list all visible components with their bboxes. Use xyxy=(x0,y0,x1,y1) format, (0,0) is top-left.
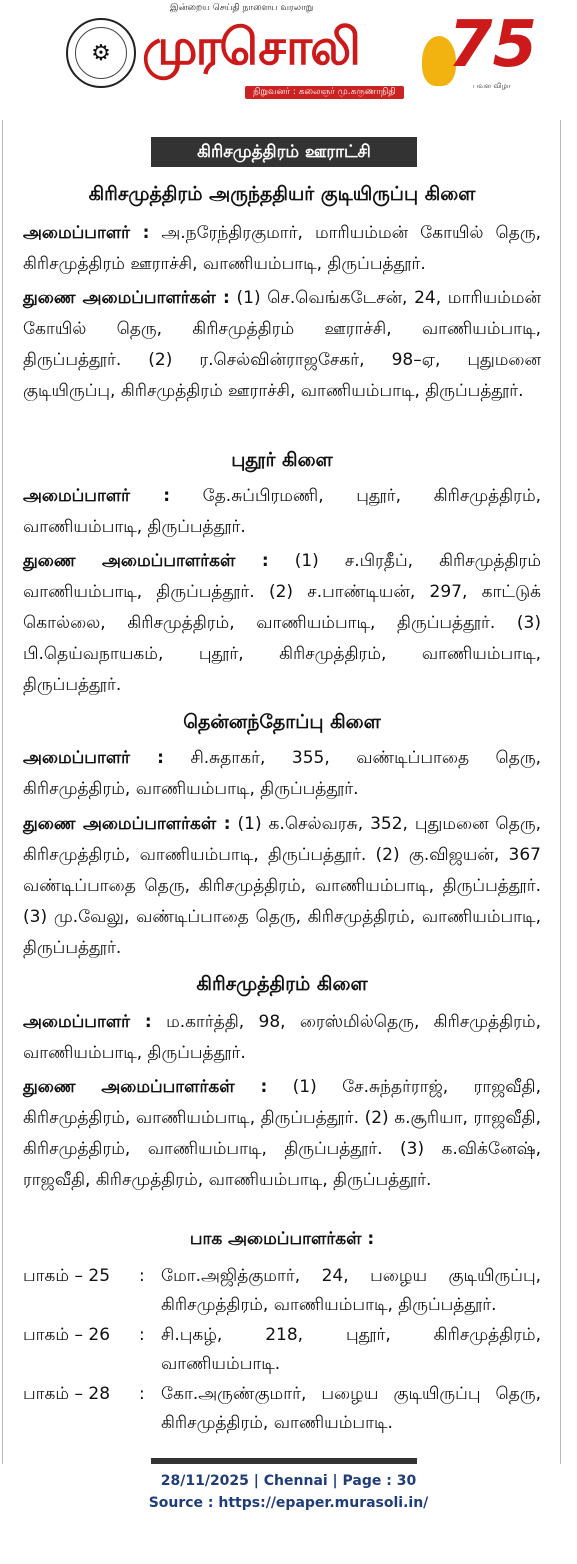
branch-heading: தென்னந்தோப்பு கிளை xyxy=(183,711,381,733)
organizer-text: தே.சுப்பிரமணி, புதூர், கிரிசமுத்திரம், வாணியம்பாடி, திருப்பத்தூர். xyxy=(23,486,542,537)
page-footer xyxy=(0,1470,577,1514)
organizer-paragraph xyxy=(23,218,541,280)
branch-heading: புதூர் கிளை xyxy=(231,449,333,471)
organizer-label: அமைப்பாளர் : xyxy=(23,1012,152,1032)
footer-source-line: Source : https://epaper.murasoli.in/ xyxy=(148,1495,429,1511)
organizer-label: அமைப்பாளர் : xyxy=(23,486,171,506)
booth-row xyxy=(23,1321,543,1379)
deputy-text: (1) க.செல்வரசு, 352, புதுமனை தெரு, கிரிசமுத்திரம், வாணியம்பாடி, திருப்பத்தூர். (2) கு.விஜயன், 367 வண்டிப்பாதை தெரு, கிரிசமுத்திரம், வாணியம்பாடி, திருப்பத்தூர். (3) மு.வேலு, வண்டிப்பாதை தெரு, கிரிசமுத்திரம், வாணியம்பாடி, திருப்பத்தூர். xyxy=(23,814,542,958)
footer-date-line: 28/11/2025 | Chennai | Page : 30 xyxy=(160,1473,417,1489)
bull-icon: ⚙ xyxy=(75,27,127,79)
next-section-banner-cutoff xyxy=(151,1458,417,1464)
masthead-tagline: இன்றைய செய்தி நாளைய வரலாறு xyxy=(170,3,314,13)
booth-colon: : xyxy=(139,1325,145,1345)
organizer-text: அ.நரேந்திரகுமார், மாரியம்மன் கோயில் தெரு, கிரிசமுத்திரம் ஊராச்சி, வாணியம்பாடி, திருப்பத்தூர். xyxy=(23,223,542,274)
anniversary-label: பவள விழா xyxy=(473,82,511,90)
organizer-label: அமைப்பாளர் : xyxy=(23,748,164,768)
deputy-paragraph xyxy=(23,283,541,407)
founder-line: நிறுவனர் : கலைஞர் மு.கருணாநிதி xyxy=(245,86,404,99)
organizer-text: சி.சுதாகர், 355, வண்டிப்பாதை தெரு, கிரிசமுத்திரம், வாணியம்பாடி, திருப்பத்தூர். xyxy=(23,748,542,799)
booth-row xyxy=(23,1380,543,1438)
booth-number: பாகம் – 26 xyxy=(23,1325,111,1345)
deputy-text: (1) சே.சுந்தர்ராஜ், ராஜவீதி, கிரிசமுத்திரம், வாணியம்பாடி, திருப்பத்தூர். (2) க.சூரியா, ராஜவீதி, கிரிசமுத்திரம், வாணியம்பாடி, திருப்பத்தூர். (3) க.விக்னேஷ், ராஜவீதி, கிரிசமுத்திரம், வாணியம்பாடி, திருப்பத்தூர். xyxy=(23,1077,542,1190)
booth-number: பாகம் – 28 xyxy=(23,1384,111,1404)
booth-address: கோ.அருண்குமார், பழைய குடியிருப்பு தெரு, கிரிசமுத்திரம், வாணியம்பாடி. xyxy=(161,1384,541,1433)
newspaper-logo: முரசொலி xyxy=(142,18,359,76)
booth-heading: பாக அமைப்பாளர்கள் : xyxy=(189,1229,375,1249)
booth-address: மோ.அஜித்குமார், 24, பழைய குடியிருப்பு, கிரிசமுத்திரம், வாணியம்பாடி, திருப்பத்தூர். xyxy=(161,1266,541,1315)
anniversary-number: 75 xyxy=(448,8,538,82)
deputy-text: (1) ச.பிரதீப், கிரிசமுத்திரம் வாணியம்பாடி, திருப்பத்தூர். (2) ச.பாண்டியன், 297, காட்டுக் கொல்லை, கிரிசமுத்திரம், வாணியம்பாடி, திருப்பத்தூர். (3) பி.தெய்வநாயகம், புதூர், கிரிசமுத்திரம், வாணியம்பாடி, திருப்பத்தூர். xyxy=(23,551,542,695)
deputy-text: (1) செ.வெங்கடேசன், 24, மாரியம்மன் கோயில் தெரு, கிரிசமுத்திரம் ஊராச்சி, வாணியம்பாடி, திருப்பத்தூர். (2) ர.செல்வின்ராஜசேகர், 98–ஏ, புதுமனை குடியிருப்பு, கிரிசமுத்திரம் ஊராச்சி, வாணியம்பாடி, திருப்பத்தூர். xyxy=(23,288,542,401)
deputy-label: துணை அமைப்பாளர்கள் : xyxy=(23,1077,268,1097)
deputy-label: துணை அமைப்பாளர்கள் : xyxy=(23,288,230,308)
article-body xyxy=(2,120,561,1464)
masthead xyxy=(0,0,577,120)
booth-row xyxy=(23,1262,543,1320)
booth-address: சி.புகழ், 218, புதூர், கிரிசமுத்திரம், வாணியம்பாடி. xyxy=(161,1325,541,1374)
organizer-paragraph xyxy=(23,1007,541,1069)
booth-number: பாகம் – 25 xyxy=(23,1266,111,1286)
branch-heading: கிரிசமுத்திரம் அருந்ததியர் குடியிருப்பு கிளை xyxy=(88,183,476,205)
party-seal-emblem xyxy=(66,18,136,88)
organizer-paragraph xyxy=(23,481,541,543)
booth-colon: : xyxy=(139,1266,145,1286)
anniversary-emblem xyxy=(418,6,538,96)
section-banner: கிரிசமுத்திரம் ஊராட்சி xyxy=(151,137,417,167)
deputy-label: துணை அமைப்பாளர்கள் : xyxy=(23,814,231,834)
deputy-paragraph xyxy=(23,1072,541,1196)
booth-colon: : xyxy=(139,1384,145,1404)
deputy-paragraph xyxy=(23,546,541,701)
organizer-label: அமைப்பாளர் : xyxy=(23,223,150,243)
branch-heading: கிரிசமுத்திரம் கிளை xyxy=(196,973,368,995)
organizer-paragraph xyxy=(23,743,541,805)
deputy-paragraph xyxy=(23,809,541,964)
organizer-text: ம.கார்த்தி, 98, ரைஸ்மில்தெரு, கிரிசமுத்திரம், வாணியம்பாடி, திருப்பத்தூர். xyxy=(23,1012,542,1063)
deputy-label: துணை அமைப்பாளர்கள் : xyxy=(23,551,269,571)
